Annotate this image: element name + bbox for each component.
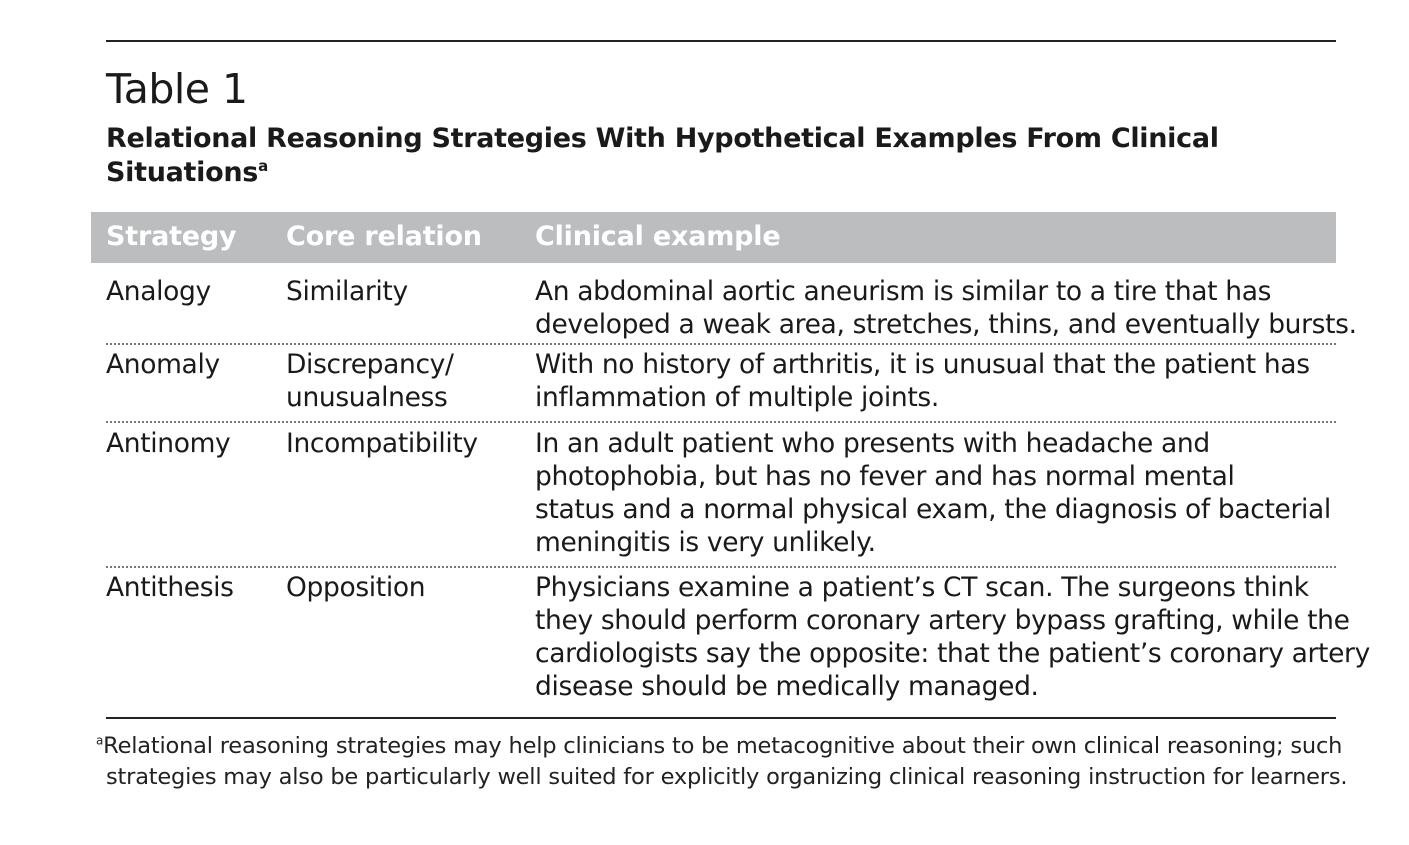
strategy-cell: Analogy [106,276,211,307]
header-clinical-example: Clinical example [535,221,781,252]
row-divider [106,421,1336,423]
relation-line: Opposition [286,572,426,603]
strategy-cell: Antithesis [106,572,234,603]
example-line: inflammation of multiple joints. [535,382,939,413]
top-rule [106,40,1336,42]
example-cell [535,275,1357,341]
example-line: meningitis is very unlikely. [535,527,876,558]
example-line: status and a normal physical exam, the diagnosis of bacterial [535,494,1331,525]
strategy-cell: Anomaly [106,349,220,380]
row-divider [106,566,1336,568]
table-label: Table 1 [106,65,248,113]
footnote-text: strategies may also be particularly well suited for explicitly organizing clinical reasoning instruction for learners. [106,764,1348,790]
row-divider [106,343,1336,345]
relation-line: Discrepancy/ [286,349,454,380]
example-cell [535,571,1370,703]
table-title-line-1: Relational Reasoning Strategies With Hypothetical Examples From Clinical [106,123,1219,154]
title-footnote-marker: a [258,157,268,175]
table-title-line-2: Situations [106,157,259,188]
example-line: photophobia, but has no fever and has normal mental [535,461,1235,492]
table-footnote [96,731,1348,793]
example-cell [535,427,1335,559]
strategy-cell: Antinomy [106,428,231,459]
example-line: Physicians examine a patient’s CT scan. The surgeons think [535,572,1309,603]
header-strategy: Strategy [106,221,237,252]
footnote-line [96,731,1343,762]
relation-line: Similarity [286,276,408,307]
relation-cell [286,275,408,308]
footnote-line [96,762,1348,793]
relation-cell [286,427,478,460]
relation-cell [286,348,454,414]
example-line: disease should be medically managed. [535,671,1039,702]
table-title [106,122,1256,190]
example-line: In an adult patient who presents with headache and [535,428,1210,459]
header-core-relation: Core relation [286,221,482,252]
footnote-text: Relational reasoning strategies may help clinicians to be metacognitive about their own clinical reasoning; such [103,733,1343,759]
example-line: With no history of arthritis, it is unusual that the patient has [535,349,1310,380]
example-line: An abdominal aortic aneurism is similar to a tire that has [535,276,1272,307]
relation-line: unusualness [286,382,448,413]
example-line: developed a weak area, stretches, thins, and eventually bursts. [535,309,1357,340]
footnote-marker: a [96,733,104,748]
example-line: they should perform coronary artery bypass grafting, while the [535,605,1350,636]
bottom-rule [106,717,1336,719]
relation-cell [286,571,425,604]
example-cell [535,348,1335,414]
relation-line: Incompatibility [286,428,478,459]
example-line: cardiologists say the opposite: that the patient’s coronary artery [535,638,1370,669]
